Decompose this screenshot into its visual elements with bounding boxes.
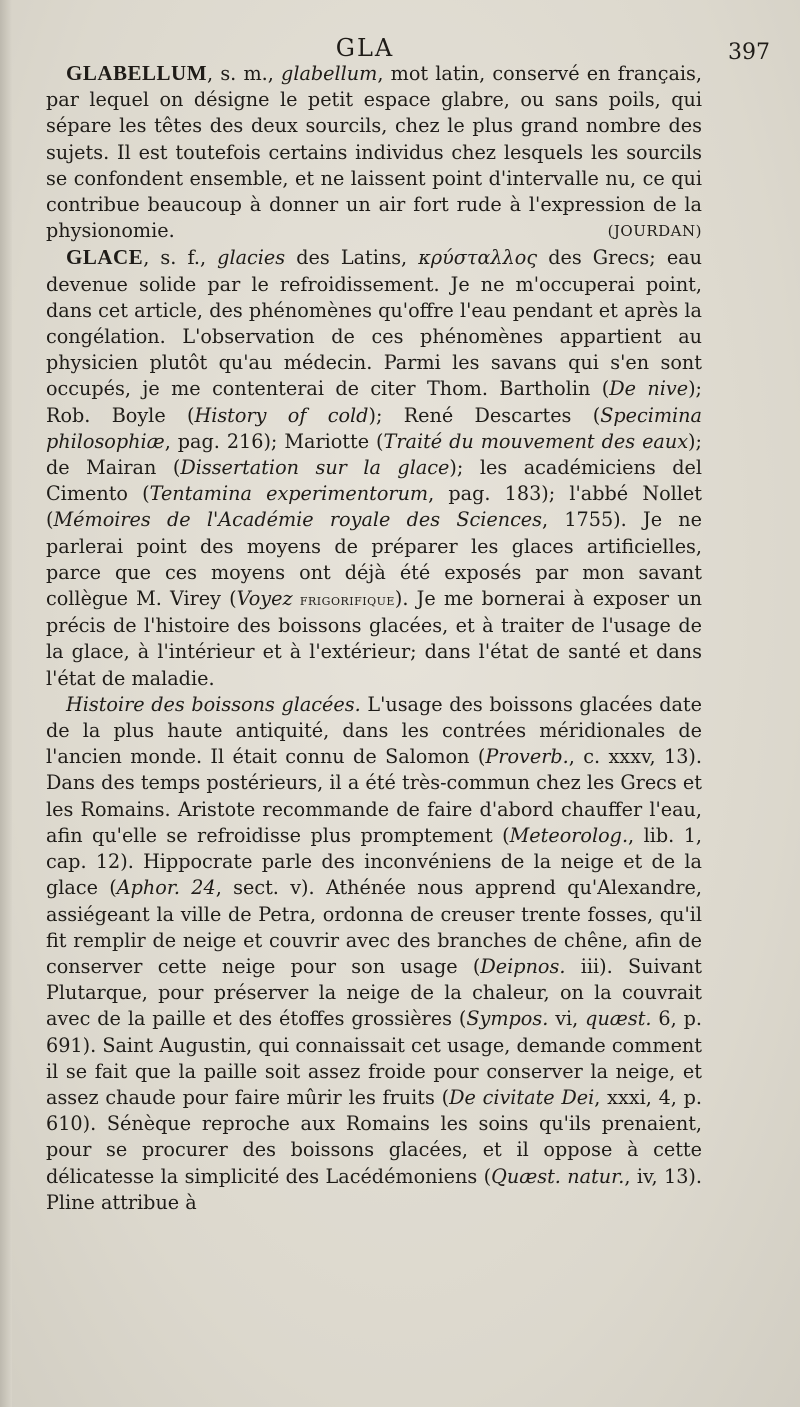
text-run: , lib. 1, cap. 12). Hippocrate parle des inconvéniens de la neige et de la glace ( — [46, 823, 703, 900]
text-run: ). Je me bornerai à exposer un précis de l'histoire des boissons glacées, et à traiter de l'usage de la glace, à l'intérieur et à l'extérieur; dans l'état de santé et dans l'état de maladie. — [46, 587, 702, 690]
body-text — [46, 60, 702, 1216]
text-run: , s. m., — [207, 62, 282, 85]
text-run: , s. f., — [143, 246, 218, 270]
text-run: L'usage des boissons glacées date de la plus haute antiquité, dans les contrées méridionales de l'ancien monde. Il était connu de Salomon ( — [46, 692, 702, 769]
text-run: ); les académiciens del Cimento ( — [46, 456, 703, 506]
citation-title: Aphor. 24 — [116, 876, 216, 900]
text-run: ); de Mairan ( — [46, 429, 702, 480]
running-head: GLA — [335, 34, 395, 62]
citation-title: De nive — [609, 377, 689, 401]
citation-title: Mémoires de l'Académie royale des Sciences — [53, 508, 543, 532]
text-run: , c. xxxv, 13). Dans des temps postérieurs, il a été très-commun chez les Grecs et les Romains. Aristote recommande de faire d'abord chauffer l'eau, afin qu'elle se refroidisse plus promptement ( — [46, 745, 703, 847]
citation-title: Dissertation sur la glace — [180, 456, 450, 480]
citation-title: Specimina philosophiæ — [46, 403, 702, 453]
citation-title: Quæst. natur. — [491, 1164, 625, 1188]
citation-title: Meteorolog. — [509, 823, 629, 847]
text-run: , mot latin, conservé en français, par lequel on désigne le petit espace glabre, ou sans poils, qui sépare les têtes des deux sourcils, chez le plus grand nombre des sujets. Il est toutefois certains individus chez lesquels les sourcils se confondent ensemble, et ne laissent point d'intervalle nu, ce qui contribue beaucoup à donner un air fort rude à l'expression de la physionomie. — [46, 62, 702, 243]
section-heading: Histoire des boissons glacées. — [66, 692, 361, 716]
text-run: , sect. v). Athénée nous apprend qu'Alexandre, assiégeant la ville de Petra, ordonna de creuser trente fosses, qu'il fit remplir de neige et couvrir avec des branches de chêne, afin de conserver cette neige pour son usage ( — [46, 876, 702, 978]
citation-title: Sympos. — [466, 1007, 549, 1031]
text-run: iii). Suivant Plutarque, pour préserver la neige de la chaleur, on la couvrait avec de la paille et des étoffes grossières ( — [46, 954, 702, 1031]
italic-run: glacies — [217, 246, 286, 270]
headword-glabellum: GLABELLUM — [66, 61, 208, 85]
citation-title: Tentamina experimentorum — [149, 482, 429, 506]
citation-title: Traité du mouvement des eaux — [383, 429, 689, 453]
text-run: , pag. 183); l'abbé Nollet ( — [46, 482, 702, 532]
text-run: , pag. 216); Mariotte ( — [164, 429, 384, 453]
page-number: 397 — [728, 40, 770, 65]
greek-word: κρύσταλλος — [418, 246, 538, 270]
entry-glabellum — [46, 60, 702, 244]
citation-title: Deipnos. — [480, 954, 566, 978]
text-run: , xxxi, 4, p. 610). Sénèque reproche aux Romains les soins qu'ils prenaient, pour se procurer des boissons glacées, et il oppose à cette délicatesse la simplicité des Lacédémoniens ( — [46, 1085, 702, 1188]
cross-ref-voyez: Voyez — [236, 587, 293, 611]
text-run: ); Rob. Boyle ( — [46, 377, 703, 427]
text-run: des Latins, — [285, 246, 419, 270]
citation-title: De civitate Dei — [449, 1085, 595, 1109]
text-run: des Grecs; eau devenue solide par le refroidissement. Je ne m'occuperai point, dans cet article, des phénomènes qu'offre l'eau pendant et après la congélation. L'observation de ces phénomènes appartient au physicien plutôt qu'au médecin. Parmi les savans qui s'en sont occupés, je me contenterai de citer Thom. Bartholin ( — [46, 246, 702, 401]
citation-title: quæst. — [585, 1007, 652, 1031]
page-gutter-shadow — [0, 0, 12, 1407]
text-run: , 1755). Je ne parlerai point des moyens de préparer les glaces artificielles, parce que ces moyens ont déjà été exposés par mon savant collègue M. Virey ( — [46, 508, 702, 611]
citation-title: History of cold — [194, 403, 369, 427]
headword-glace: GLACE — [66, 245, 144, 270]
text-run: vi, — [548, 1007, 586, 1031]
text-run: ); René Descartes ( — [368, 403, 601, 427]
italic-run: glabellum — [281, 62, 378, 85]
cross-ref-target: frigorifique — [292, 591, 395, 610]
text-run: , iv, 13). Pline attribue à — [46, 1164, 703, 1214]
section-histoire — [46, 692, 702, 1216]
author-signature: (JOURDAN) — [607, 222, 702, 241]
text-run: 6, p. 691). Saint Augustin, qui connaissait cet usage, demande comment il se fait que la paille soit assez froide pour conserver la neige, et assez chaude pour faire mûrir les fruits ( — [46, 1007, 702, 1109]
citation-title: Proverb. — [485, 745, 569, 769]
entry-glace — [46, 244, 702, 691]
